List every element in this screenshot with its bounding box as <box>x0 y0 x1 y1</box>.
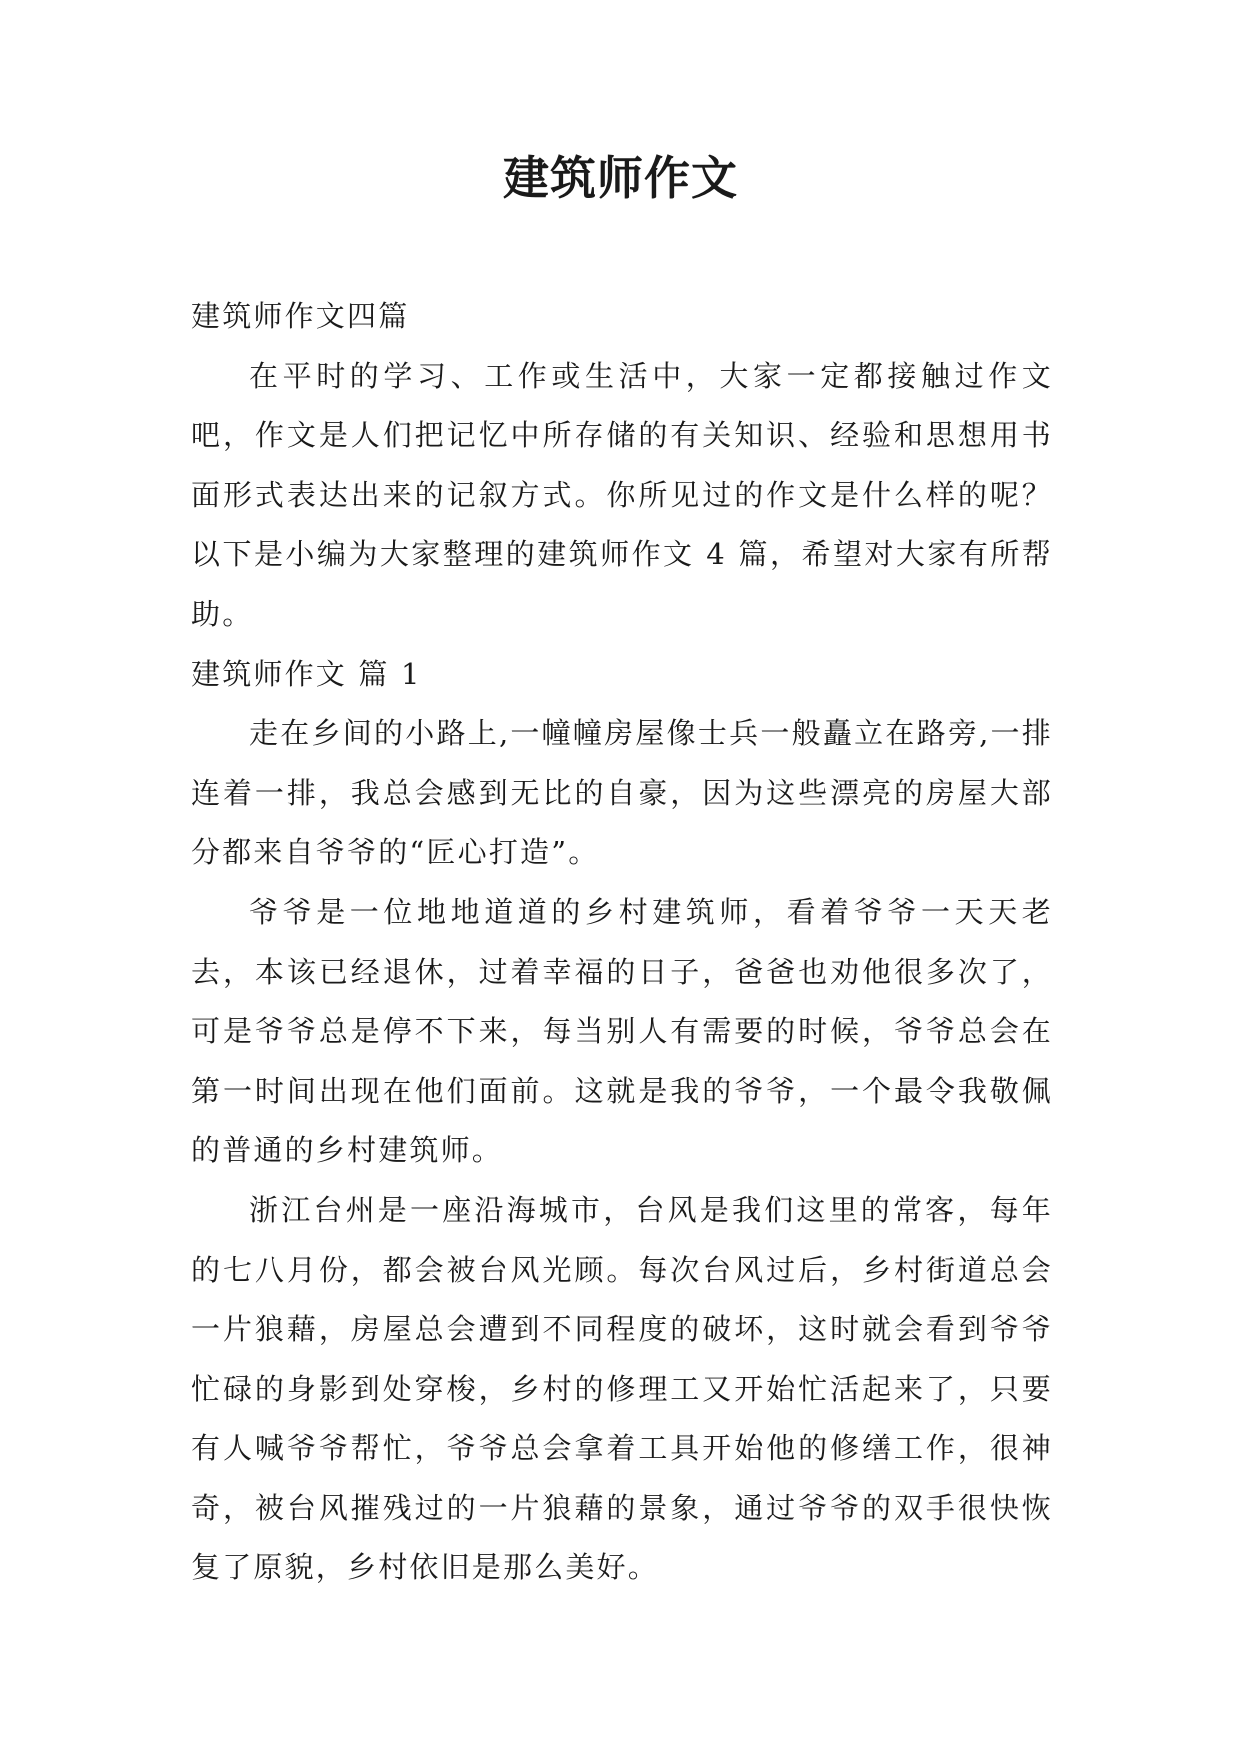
paragraph: 浙江台州是一座沿海城市，台风是我们这里的常客，每年的七八月份，都会被台风光顾。每次台风过后，乡村街道总会一片狼藉，房屋总会遭到不同程度的破坏，这时就会看到爷爷忙碌的身影到处穿梭，乡村的修理工又开始忙活起来了，只要有人喊爷爷帮忙，爷爷总会拿着工具开始他的修缮工作，很神奇，被台风摧残过的一片狼藉的景象，通过爷爷的双手很快恢复了原貌，乡村依旧是那么美好。 <box>191 1192 1053 1585</box>
paragraph-intro: 在平时的学习、工作或生活中，大家一定都接触过作文吧，作文是人们把记忆中所存储的有关知识、经验和思想用书面形式表达出来的记叙方式。你所见过的作文是什么样的呢？以下是小编为大家整理的建筑师作文 4 篇，希望对大家有所帮助。 <box>191 358 1053 631</box>
section-heading-intro: 建筑师作文四篇 <box>191 299 410 333</box>
document-title: 建筑师作文 <box>503 151 738 205</box>
paragraph: 爷爷是一位地地道道的乡村建筑师，看着爷爷一天天老去，本该已经退休，过着幸福的日子，爸爸也劝他很多次了，可是爷爷总是停不下来，每当别人有需要的时候，爷爷总会在第一时间出现在他们面前。这就是我的爷爷，一个最令我敬佩的普通的乡村建筑师。 <box>191 894 1053 1168</box>
paragraph: 走在乡间的小路上,一幢幢房屋像士兵一般矗立在路旁,一排连着一排，我总会感到无比的自豪，因为这些漂亮的房屋大部分都来自爷爷的“匠心打造”。 <box>191 716 1053 870</box>
document-body <box>191 287 1053 1598</box>
section-heading-essay-1: 建筑师作文 篇 1 <box>191 656 422 691</box>
